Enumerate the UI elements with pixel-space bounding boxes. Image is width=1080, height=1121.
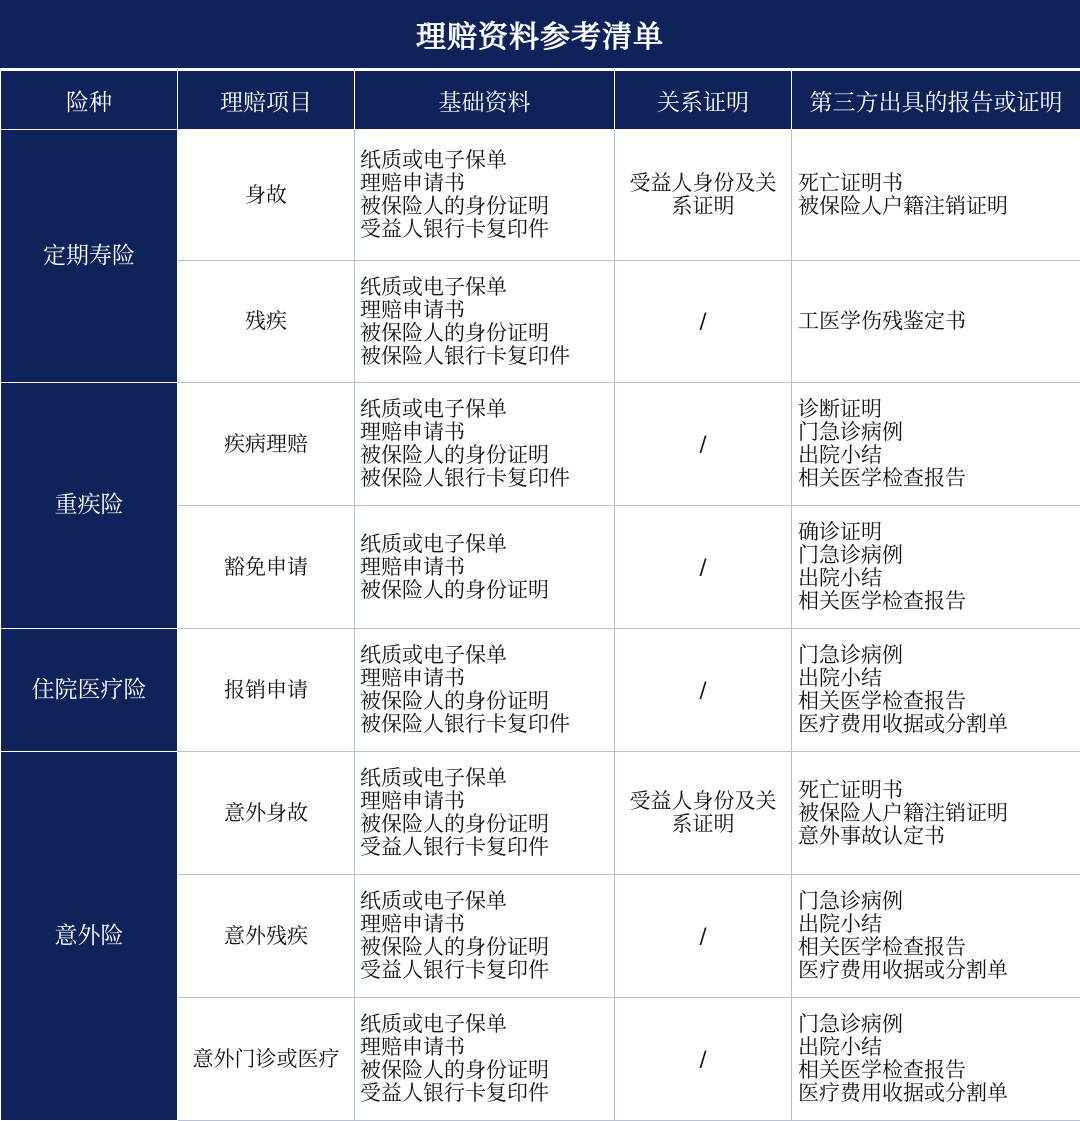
report-line: 出院小结 xyxy=(798,567,1080,590)
third-party-cell xyxy=(792,998,1080,1121)
doc-line: 理赔申请书 xyxy=(360,172,614,195)
doc-line: 受益人银行卡复印件 xyxy=(360,836,614,859)
claims-table xyxy=(0,70,1080,1121)
claim-item: 豁免申请 xyxy=(178,506,355,629)
basic-docs-cell xyxy=(355,998,615,1121)
relation-proof-cell: / xyxy=(615,261,792,383)
category-inpatient-medical: 住院医疗险 xyxy=(1,629,178,752)
doc-line: 纸质或电子保单 xyxy=(360,1013,614,1036)
third-party-cell xyxy=(792,875,1080,998)
report-line: 门急诊病例 xyxy=(798,421,1080,444)
header-third-party: 第三方出具的报告或证明 xyxy=(792,71,1080,130)
basic-docs-cell xyxy=(355,261,615,383)
claim-item: 身故 xyxy=(178,130,355,261)
doc-line: 纸质或电子保单 xyxy=(360,890,614,913)
basic-docs-cell xyxy=(355,383,615,506)
doc-line: 受益人银行卡复印件 xyxy=(360,1082,614,1105)
report-line: 出院小结 xyxy=(798,444,1080,467)
report-line: 相关医学检查报告 xyxy=(798,590,1080,613)
doc-line: 纸质或电子保单 xyxy=(360,398,614,421)
report-line: 相关医学检查报告 xyxy=(798,936,1080,959)
report-line: 医疗费用收据或分割单 xyxy=(798,713,1080,736)
report-line: 被保险人户籍注销证明 xyxy=(798,195,1080,218)
doc-line: 纸质或电子保单 xyxy=(360,276,614,299)
table-row xyxy=(1,629,1080,752)
report-line: 门急诊病例 xyxy=(798,544,1080,567)
header-relation-proof: 关系证明 xyxy=(615,71,792,130)
doc-line: 纸质或电子保单 xyxy=(360,149,614,172)
basic-docs-cell xyxy=(355,130,615,261)
doc-line: 被保险人银行卡复印件 xyxy=(360,713,614,736)
category-critical-illness: 重疾险 xyxy=(1,383,178,629)
claim-item: 残疾 xyxy=(178,261,355,383)
doc-line: 理赔申请书 xyxy=(360,790,614,813)
relation-proof-cell: / xyxy=(615,629,792,752)
claim-item: 报销申请 xyxy=(178,629,355,752)
doc-line: 纸质或电子保单 xyxy=(360,644,614,667)
table-row xyxy=(1,752,1080,875)
third-party-cell xyxy=(792,383,1080,506)
doc-line: 被保险人的身份证明 xyxy=(360,579,614,602)
report-line: 意外事故认定书 xyxy=(798,825,1080,848)
relation-proof-cell: 受益人身份及关系证明 xyxy=(615,130,792,261)
relation-proof-cell: / xyxy=(615,383,792,506)
relation-proof-cell: / xyxy=(615,506,792,629)
doc-line: 被保险人银行卡复印件 xyxy=(360,467,614,490)
doc-line: 理赔申请书 xyxy=(360,667,614,690)
basic-docs-cell xyxy=(355,629,615,752)
report-line: 门急诊病例 xyxy=(798,890,1080,913)
table-row xyxy=(1,130,1080,261)
header-insurance-type: 险种 xyxy=(1,71,178,130)
claim-item: 意外残疾 xyxy=(178,875,355,998)
basic-docs-cell xyxy=(355,752,615,875)
table-row xyxy=(1,383,1080,506)
doc-line: 理赔申请书 xyxy=(360,421,614,444)
report-line: 医疗费用收据或分割单 xyxy=(798,1082,1080,1105)
report-line: 相关医学检查报告 xyxy=(798,1059,1080,1082)
third-party-cell xyxy=(792,130,1080,261)
report-line: 门急诊病例 xyxy=(798,1013,1080,1036)
doc-line: 理赔申请书 xyxy=(360,1036,614,1059)
doc-line: 被保险人的身份证明 xyxy=(360,322,614,345)
doc-line: 纸质或电子保单 xyxy=(360,533,614,556)
doc-line: 被保险人的身份证明 xyxy=(360,195,614,218)
doc-line: 受益人银行卡复印件 xyxy=(360,218,614,241)
report-line: 出院小结 xyxy=(798,913,1080,936)
report-line: 死亡证明书 xyxy=(798,172,1080,195)
third-party-cell xyxy=(792,752,1080,875)
doc-line: 被保险人的身份证明 xyxy=(360,444,614,467)
report-line: 工医学伤残鉴定书 xyxy=(798,310,1080,333)
doc-line: 被保险人的身份证明 xyxy=(360,1059,614,1082)
category-accident: 意外险 xyxy=(1,752,178,1121)
doc-line: 理赔申请书 xyxy=(360,556,614,579)
report-line: 门急诊病例 xyxy=(798,644,1080,667)
relation-proof-cell: / xyxy=(615,998,792,1121)
basic-docs-cell xyxy=(355,506,615,629)
doc-line: 被保险人银行卡复印件 xyxy=(360,345,614,368)
table-header-row xyxy=(1,71,1080,130)
relation-proof-cell: 受益人身份及关系证明 xyxy=(615,752,792,875)
report-line: 相关医学检查报告 xyxy=(798,690,1080,713)
doc-line: 被保险人的身份证明 xyxy=(360,813,614,836)
report-line: 出院小结 xyxy=(798,667,1080,690)
basic-docs-cell xyxy=(355,875,615,998)
report-line: 被保险人户籍注销证明 xyxy=(798,802,1080,825)
claim-item: 疾病理赔 xyxy=(178,383,355,506)
header-claim-item: 理赔项目 xyxy=(178,71,355,130)
third-party-cell xyxy=(792,261,1080,383)
claim-item: 意外门诊或医疗 xyxy=(178,998,355,1121)
page-title: 理赔资料参考清单 xyxy=(0,0,1080,70)
doc-line: 理赔申请书 xyxy=(360,913,614,936)
doc-line: 受益人银行卡复印件 xyxy=(360,959,614,982)
doc-line: 纸质或电子保单 xyxy=(360,767,614,790)
doc-line: 被保险人的身份证明 xyxy=(360,690,614,713)
report-line: 医疗费用收据或分割单 xyxy=(798,959,1080,982)
doc-line: 被保险人的身份证明 xyxy=(360,936,614,959)
third-party-cell xyxy=(792,629,1080,752)
claim-item: 意外身故 xyxy=(178,752,355,875)
report-line: 出院小结 xyxy=(798,1036,1080,1059)
doc-line: 理赔申请书 xyxy=(360,299,614,322)
third-party-cell xyxy=(792,506,1080,629)
category-term-life: 定期寿险 xyxy=(1,130,178,383)
report-line: 确诊证明 xyxy=(798,521,1080,544)
report-line: 死亡证明书 xyxy=(798,779,1080,802)
relation-proof-cell: / xyxy=(615,875,792,998)
report-line: 诊断证明 xyxy=(798,398,1080,421)
header-basic-docs: 基础资料 xyxy=(355,71,615,130)
report-line: 相关医学检查报告 xyxy=(798,467,1080,490)
